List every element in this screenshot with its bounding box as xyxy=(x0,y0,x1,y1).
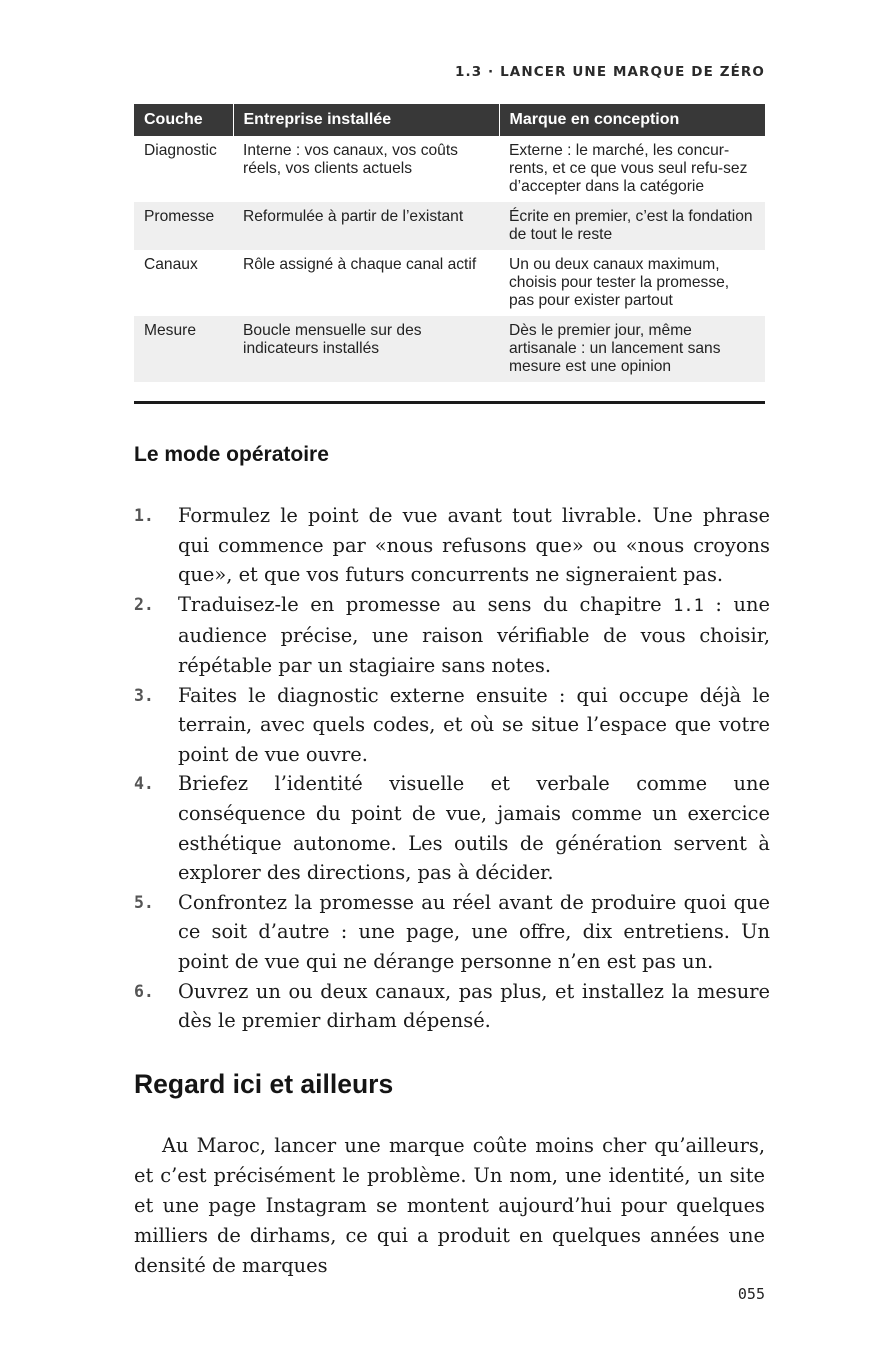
column-header-marque-en-conception: Marque en conception xyxy=(499,104,765,136)
step-number: 4. xyxy=(134,774,154,794)
table-cell: Canaux xyxy=(144,256,198,273)
table-cell: Dès le premier jour, même artisanale : un lancement sans mesure est une opinion xyxy=(499,316,765,382)
step-number: 5. xyxy=(134,892,154,912)
table-row xyxy=(134,202,765,250)
column-header-entreprise-installee: Entreprise installée xyxy=(233,104,499,136)
list-item xyxy=(134,501,770,590)
step-text: Formulez le point de vue avant tout livrable. Une phrase qui commence par «nous refusons que» ou «nous croyons que», et que vos futurs concurrents ne signeraient pas. xyxy=(178,504,770,587)
table-row xyxy=(134,316,765,382)
step-text: Faites le diagnostic externe ensuite : qui occupe déjà le terrain, avec quels codes, et où se situe l’espace que votre point de vue ouvre. xyxy=(178,683,770,766)
step-number: 6. xyxy=(134,981,154,1001)
table-cell: Écrite en premier, c’est la fondation de tout le reste xyxy=(499,202,765,250)
step-text-before: Traduisez-le en promesse au sens du chapitre xyxy=(178,592,674,616)
chapter-reference: 1.1 xyxy=(673,595,704,616)
table-cell: Diagnostic xyxy=(144,142,217,159)
table-row xyxy=(134,136,765,202)
list-item xyxy=(134,977,770,1036)
section-heading-mode-operatoire: Le mode opératoire xyxy=(134,443,329,466)
steps-list xyxy=(134,501,770,1036)
table-cell: Reformulée à partir de l’existant xyxy=(233,202,499,250)
list-item xyxy=(134,769,770,887)
step-text: Briefez l’identité visuelle et verbale comme une conséquence du point de vue, jamais comme un exercice esthétique autonome. Les outils de génération servent à explorer des directions, pas à décider. xyxy=(178,772,770,885)
step-text: Confrontez la promesse au réel avant de produire quoi que ce soit d’autre : une page, une offre, dix entretiens. Un point de vue qui ne dérange personne n’en est pas un. xyxy=(178,890,770,973)
table-cell: Un ou deux canaux maximum, choisis pour tester la promesse, pas pour exister partout xyxy=(509,256,730,309)
step-text-after: : une audience précise, une raison vérifiable de vous choisir, répétable par un stagiaire sans notes. xyxy=(178,592,770,677)
table-cell: Boucle mensuelle sur des indicateurs installés xyxy=(233,316,499,382)
table-row xyxy=(134,250,765,316)
list-item xyxy=(134,888,770,977)
comparison-table xyxy=(134,104,765,382)
list-item xyxy=(134,590,770,681)
step-text xyxy=(178,593,770,677)
table-cell: Mesure xyxy=(134,316,233,382)
table-bottom-rule xyxy=(134,401,765,404)
table-cell: Rôle assigné à chaque canal actif xyxy=(243,256,477,273)
section-heading-regard: Regard ici et ailleurs xyxy=(134,1069,394,1099)
table-cell: Externe : le marché, les concur-rents, et ce que vous seul refu-sez d’accepter dans la catégorie xyxy=(509,142,748,195)
page-number: 055 xyxy=(737,1285,765,1303)
step-number: 2. xyxy=(134,594,154,614)
running-header: 1.3 · LANCER UNE MARQUE DE ZÉRO xyxy=(455,64,765,80)
body-paragraph: Au Maroc, lancer une marque coûte moins cher qu’ailleurs, et c’est précisément le problème. Un nom, une identité, un site et une page Instagram se montent aujourd’hui pour quelques milliers de dirhams, ce qui a produit en quelques années une densité de marques xyxy=(134,1134,765,1277)
column-header-couche: Couche xyxy=(134,104,233,136)
table-cell: Promesse xyxy=(134,202,233,250)
list-item xyxy=(134,681,770,770)
step-number: 3. xyxy=(134,685,154,705)
step-number: 1. xyxy=(134,506,154,525)
table-cell: Interne : vos canaux, vos coûts réels, vos clients actuels xyxy=(243,142,458,177)
step-text: Ouvrez un ou deux canaux, pas plus, et installez la mesure dès le premier dirham dépensé. xyxy=(178,979,770,1033)
table-header-row xyxy=(134,104,765,136)
